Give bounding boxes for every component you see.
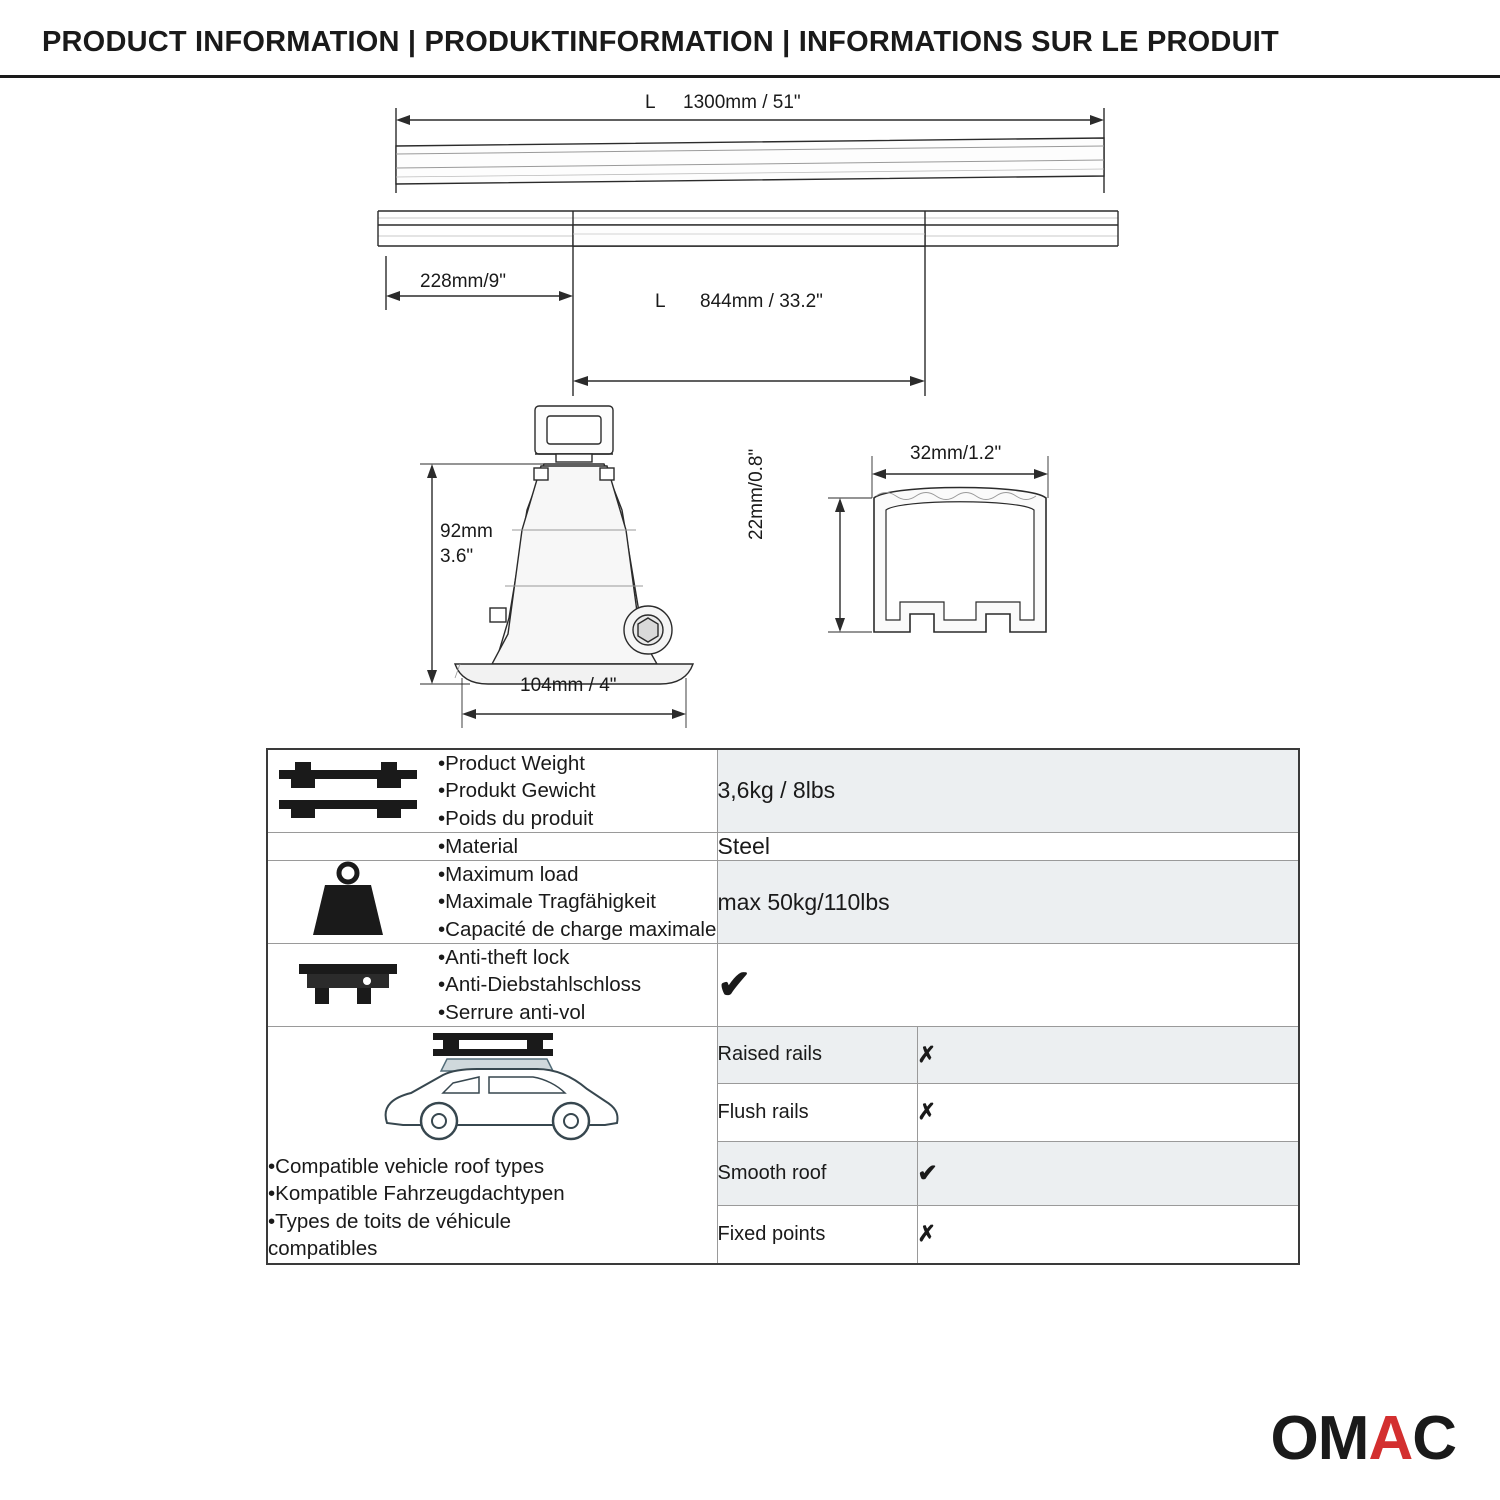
- table-row: [267, 832, 1299, 860]
- dim-foot-height-line2: 3.6": [440, 546, 474, 567]
- spec-value-lock: [717, 944, 1299, 1027]
- table-row: [267, 944, 1299, 1027]
- compat-label-fr-cont: compatibles: [268, 1237, 378, 1261]
- omac-logo: [1271, 1403, 1456, 1474]
- roof-type-label-smooth-roof: Smooth roof: [717, 1141, 917, 1205]
- car-with-rack-icon: [268, 1027, 717, 1147]
- compatibility-labels: [268, 1153, 717, 1263]
- page-title: PRODUCT INFORMATION | PRODUKTINFORMATION | INFORMATIONS SUR LE PRODUIT: [42, 26, 1279, 58]
- dim-profile-width: 32mm/1.2": [910, 443, 1002, 464]
- product-spec-table: [266, 748, 1300, 1265]
- compatibility-label-cell: [267, 1026, 717, 1263]
- dim-foot-span-prefix: L: [655, 291, 666, 312]
- spec-label-cell-lock: [267, 944, 717, 1027]
- spec-label-en: •Anti-theft lock: [438, 946, 570, 969]
- spec-label-en: •Product Weight: [438, 752, 585, 775]
- table-row: [267, 861, 1299, 944]
- dim-bar-length-prefix: L: [645, 92, 656, 113]
- roof-type-label-raised-rails: Raised rails: [717, 1026, 917, 1083]
- spec-label-de: •Maximale Tragfähigkeit: [438, 890, 656, 914]
- table-row: [267, 749, 1299, 832]
- drawing-svg: [0, 78, 1500, 748]
- logo-letter-o: O: [1270, 1404, 1318, 1473]
- spec-label-en: •Maximum load: [438, 863, 579, 887]
- crossbars-icon: [268, 756, 428, 826]
- dim-profile-height: 22mm/0.8": [746, 448, 767, 540]
- weight-icon: [268, 861, 428, 943]
- spec-value-maxload: max 50kg/110lbs: [717, 861, 1299, 944]
- lock-icon: [268, 954, 428, 1016]
- spec-labels-lock: [438, 944, 641, 1026]
- roof-type-label-flush-rails: Flush rails: [717, 1084, 917, 1141]
- logo-letter-m: M: [1317, 1404, 1369, 1473]
- dim-bar-length: 1300mm / 51": [683, 92, 801, 113]
- dim-foot-offset: 228mm/9": [420, 271, 506, 292]
- technical-drawing: [0, 78, 1500, 748]
- roof-type-mark-smooth-roof: ✔: [917, 1141, 1299, 1205]
- compat-label-de: •Kompatible Fahrzeugdachtypen: [268, 1182, 565, 1206]
- spec-value-weight: 3,6kg / 8lbs: [717, 749, 1299, 832]
- spec-labels-weight: [438, 750, 596, 832]
- checkmark-icon: ✔: [717, 962, 752, 1007]
- roof-type-mark-raised-rails: ✗: [917, 1026, 1299, 1083]
- spec-labels-material: [438, 833, 518, 860]
- spec-label-en: •Material: [438, 834, 519, 858]
- dim-foot-height-line1: 92mm: [440, 521, 493, 542]
- page-header: [0, 0, 1500, 78]
- compat-label-fr: •Types de toits de véhicule: [268, 1209, 512, 1233]
- table-row: [267, 1026, 1299, 1083]
- spec-label-cell-maxload: [267, 861, 717, 944]
- roof-type-mark-flush-rails: ✗: [917, 1084, 1299, 1141]
- spec-label-de: •Anti-Diebstahlschloss: [438, 973, 642, 997]
- spec-label-cell-material: [267, 832, 717, 860]
- logo-letter-a: A: [1368, 1404, 1413, 1473]
- spec-label-cell-weight: [267, 749, 717, 832]
- compat-label-en: •Compatible vehicle roof types: [268, 1154, 545, 1178]
- spec-label-fr: •Capacité de charge maximale: [438, 917, 717, 941]
- spec-label-fr: •Serrure anti-vol: [438, 1000, 586, 1024]
- spec-labels-maxload: [438, 861, 716, 943]
- logo-letter-c: C: [1412, 1404, 1456, 1473]
- roof-type-mark-fixed-points: ✗: [917, 1205, 1299, 1264]
- spec-label-fr: •Poids du produit: [438, 806, 594, 830]
- spec-label-de: •Produkt Gewicht: [438, 779, 596, 803]
- dim-foot-width: 104mm / 4": [520, 675, 617, 696]
- roof-type-label-fixed-points: Fixed points: [717, 1205, 917, 1264]
- spec-value-material: Steel: [717, 832, 1299, 860]
- dim-foot-span: 844mm / 33.2": [700, 291, 823, 312]
